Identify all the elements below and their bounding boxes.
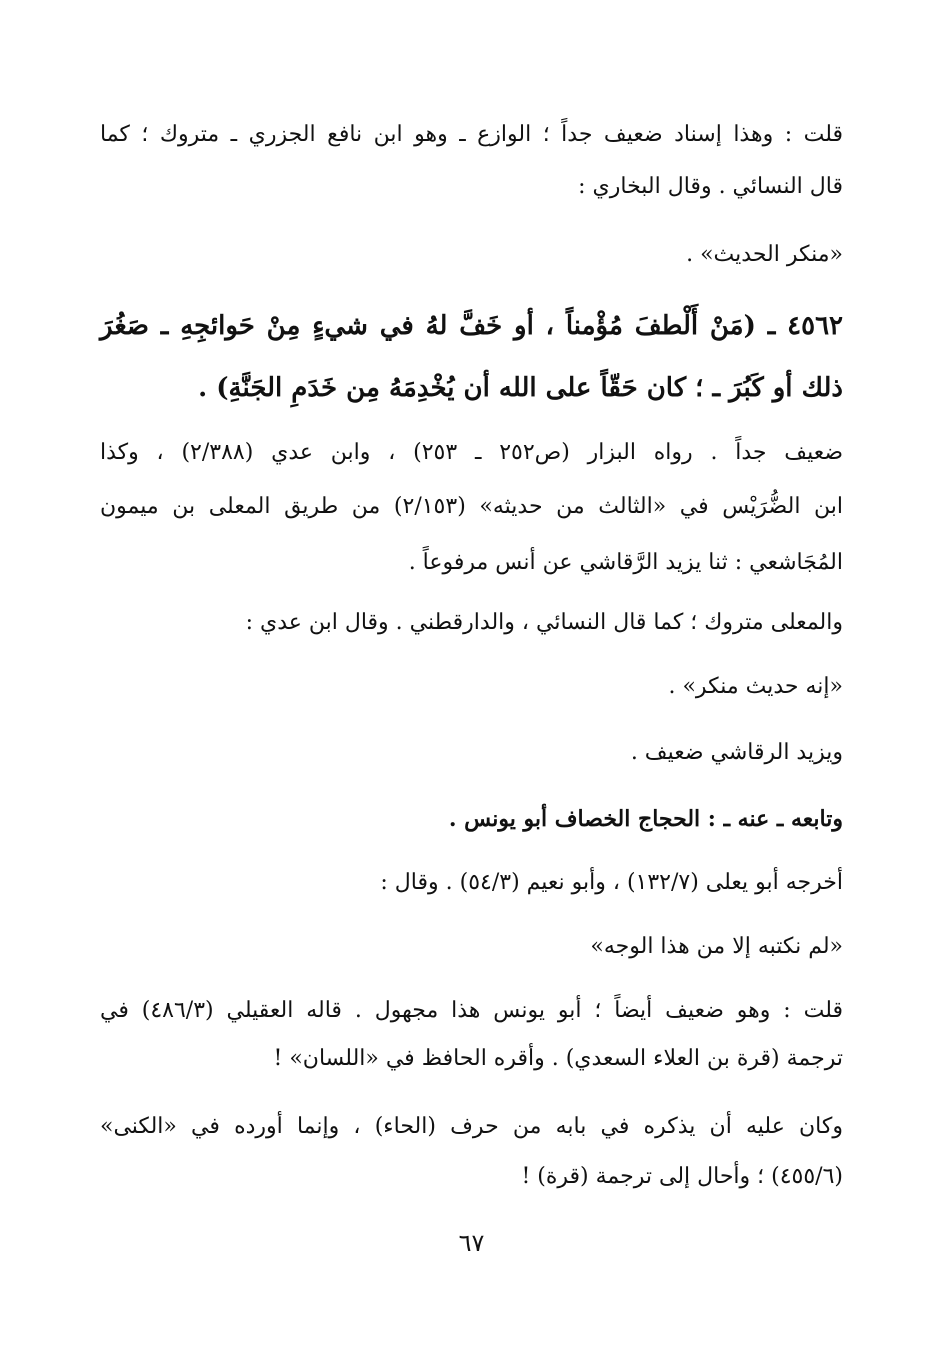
- text-line: ترجمة (قرة بن العلاء السعدي) . وأقره الحافظ في «اللسان» !: [273, 1046, 843, 1071]
- quote-line: «إنه حديث منكر» .: [668, 674, 843, 699]
- quote-line: «لم نكتبه إلا من هذا الوجه»: [590, 934, 843, 959]
- text-line: المُجَاشعي : ثنا يزيد الرَّقاشي عن أنس مرفوعاً .: [408, 550, 843, 575]
- page-number: ٦٧: [458, 1229, 485, 1257]
- text-line: (٤٥٥/٦) ؛ وأحال إلى ترجمة (قرة) !: [521, 1164, 843, 1189]
- hadith-heading-line: ذلك أو كَبُرَ ـ ؛ كان حَقّاً على الله أن يُخْدِمَهُ مِن خَدَمِ الجَنَّةِ) .: [198, 373, 843, 403]
- hadith-heading-line: ٤٥٦٢ ـ (مَنْ أَلْطفَ مُؤْمناً ، أو خَفَّ لهُ في شيءٍ مِنْ حَوائجِهِ ـ صَغُرَ: [100, 311, 843, 341]
- text-line: ويزيد الرقاشي ضعيف .: [630, 740, 843, 765]
- text-line: قلت : وهو ضعيف أيضاً ؛ أبو يونس هذا مجهول . قاله العقيلي (٤٨٦/٣) في: [100, 998, 843, 1023]
- text-line: قال النسائي . وقال البخاري :: [578, 174, 843, 199]
- text-line: ابن الضُّرَيْس في «الثالث من حديثه» (٢/١٥٣) من طريق المعلى بن ميمون: [100, 494, 844, 519]
- text-line: وكان عليه أن يذكره في بابه من حرف (الحاء) ، وإنما أورده في «الكنى»: [100, 1114, 843, 1139]
- text-line: ضعيف جداً . رواه البزار (ص٢٥٢ ـ ٢٥٣) ، وابن عدي (٢/٣٨٨) ، وكذا: [100, 440, 843, 465]
- text-line: أخرجه أبو يعلى (١٣٢/٧) ، وأبو نعيم (٥٤/٣) . وقال :: [380, 870, 843, 895]
- text-line: قلت : وهذا إسناد ضعيف جداً ؛ الوازع ـ وهو ابن نافع الجزري ـ متروك ؛ كما: [100, 122, 843, 147]
- text-line: والمعلى متروك ؛ كما قال النسائي ، والدارقطني . وقال ابن عدي :: [245, 610, 843, 635]
- text-line: وتابعه ـ عنه ـ : الحجاج الخصاف أبو يونس .: [448, 806, 843, 832]
- quote-line: «منكر الحديث» .: [686, 242, 843, 267]
